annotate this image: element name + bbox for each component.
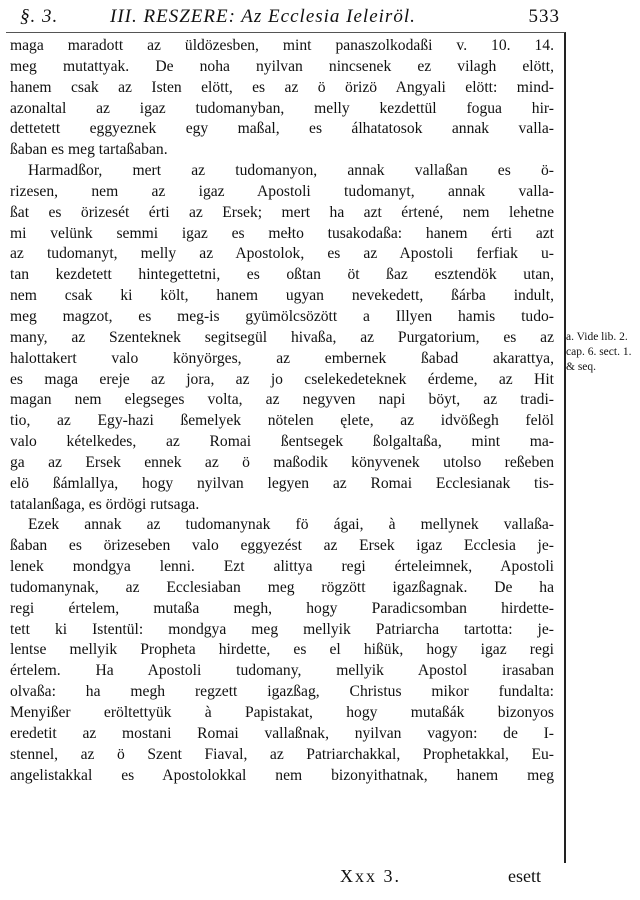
catchword: esett bbox=[508, 866, 541, 886]
text-line: mi velünk semmi igaz es mełto tusakodaßa: hanem érti azt bbox=[10, 224, 554, 242]
text-line: ßat es örizesét érti az Ersek; mert ha azt értené, nem lehetne bbox=[10, 203, 554, 221]
signature-mark: Xxx 3. bbox=[340, 866, 401, 886]
text-line: tio, az Egy-hazi ßemelyek nötelen ęlete, az idvößegh felöl bbox=[10, 412, 554, 430]
text-line: elö ßámlallya, hogy nyilvan legyen az Romai Ecclesianak tis- bbox=[10, 474, 554, 492]
text-line: tudomanynak, az Ecclesiaban meg rögzött igazßagnak. De ha bbox=[10, 578, 554, 596]
text-line: azonaltal az igaz tudomanyban, melly kezdettül fogua hir- bbox=[10, 99, 554, 117]
page-footer bbox=[0, 866, 640, 896]
text-line: regi értelem, mutaßa megh, hogy Paradicsomban hirdette- bbox=[10, 599, 554, 617]
page-number: 533 bbox=[528, 6, 560, 27]
text-line: nem csak ki költ, hanem ugyan nevekedett, ßárba indult, bbox=[10, 287, 554, 305]
text-line: tett ki Istentül: mondgya meg mellyik Patriarcha tartotta: je- bbox=[10, 620, 554, 638]
text-line: Menyißer eröltettyük à Papistakat, hogy mutaßák bizonyos bbox=[10, 704, 554, 721]
text-line: many, az Szenteknek segitsegül hivaßa, az Purgatorium, es az bbox=[10, 328, 554, 346]
text-line: angelistakkal es Apostolokkal nem bizonyithatnak, hanem meg bbox=[10, 766, 554, 784]
running-title: III. RESZERE: Az Ecclesia Ieleiröl. bbox=[110, 6, 416, 27]
text-line: Harmadßor, mert az tudomanyon, annak vallaßan es ö- bbox=[28, 162, 554, 180]
text-line: olvaßa: ha megh regzett igazßag, Christus mikor fundalta: bbox=[10, 683, 554, 701]
text-line: meg magzot, es meg-is gyümölcsözött a Illyen hamis tudo- bbox=[10, 307, 554, 325]
body-text bbox=[10, 36, 554, 786]
text-line: eredetit az mostani Romai vallaßnak, nyilvan vagyon: de I- bbox=[10, 724, 554, 742]
text-line: hanem csak az Isten elött, es az ö örizö Angyali elött: mind- bbox=[10, 78, 554, 96]
section-mark: §. 3. bbox=[20, 6, 59, 27]
text-line: rizesen, nem az igaz Apostoli tudomanyt, annak valla- bbox=[10, 182, 554, 200]
text-line: meg mutattyak. De noha nyilvan nincsenek ez vilagh elött, bbox=[10, 57, 554, 75]
text-line: tan kezdetett hintegettetni, es oßtan öt ßaz esztendök utan, bbox=[10, 266, 554, 284]
margin-note: a. Vide lib. 2. cap. 6. sect. 1. & seq. bbox=[566, 331, 632, 373]
text-line: lenek mondgya lenni. Ezt alittya regi érteleimnek, Apostoli bbox=[10, 558, 554, 576]
text-line: lentse mellyik Propheta hirdette, es el hißük, hogy igaz regi bbox=[10, 641, 554, 659]
text-line: valo kételkedes, az Romai ßentsegek ßolgaltaßa, mint ma- bbox=[10, 433, 554, 451]
text-line: az tudomanyt, melly az Apostolok, es az Apostoli ferfiak u- bbox=[10, 245, 554, 263]
text-line: tatalanßaga, es ördögi rutsaga. bbox=[10, 495, 200, 513]
text-line: magan nem elegseges volta, az negyven napi böyt, az tradi- bbox=[10, 391, 554, 409]
text-line: Ezek annak az tudomanynak fö ágai, à mellynek vallaßa- bbox=[28, 516, 554, 534]
text-line: ßaban es örizeseben valo eggyezést az Ersek igaz Ecclesia je- bbox=[10, 537, 554, 555]
text-line: ßaban es meg tartaßaban. bbox=[10, 141, 168, 159]
text-line: es maga ereje az jora, az jo cselekedeteknek érdeme, az Hit bbox=[10, 370, 554, 388]
text-line: értelem. Ha Apostoli tudomany, mellyik Apostol irasaban bbox=[10, 662, 554, 680]
text-line: stennel, az ö Szent Fiaval, az Patriarchakkal, Prophetakkal, Eu- bbox=[10, 745, 554, 763]
text-line: dettetett eggyeznek egy maßal, es álhatatosok annak valla- bbox=[10, 120, 554, 138]
text-line: ga az Ersek ennek az ö maßodik könyvenek utolso reßeben bbox=[10, 453, 554, 471]
text-line: maga maradott az üldözesben, mint panaszolkodaßi v. 10. 14. bbox=[10, 37, 554, 54]
text-line: halottakert valo könyörges, az embernek ßabad akarattya, bbox=[10, 349, 554, 367]
